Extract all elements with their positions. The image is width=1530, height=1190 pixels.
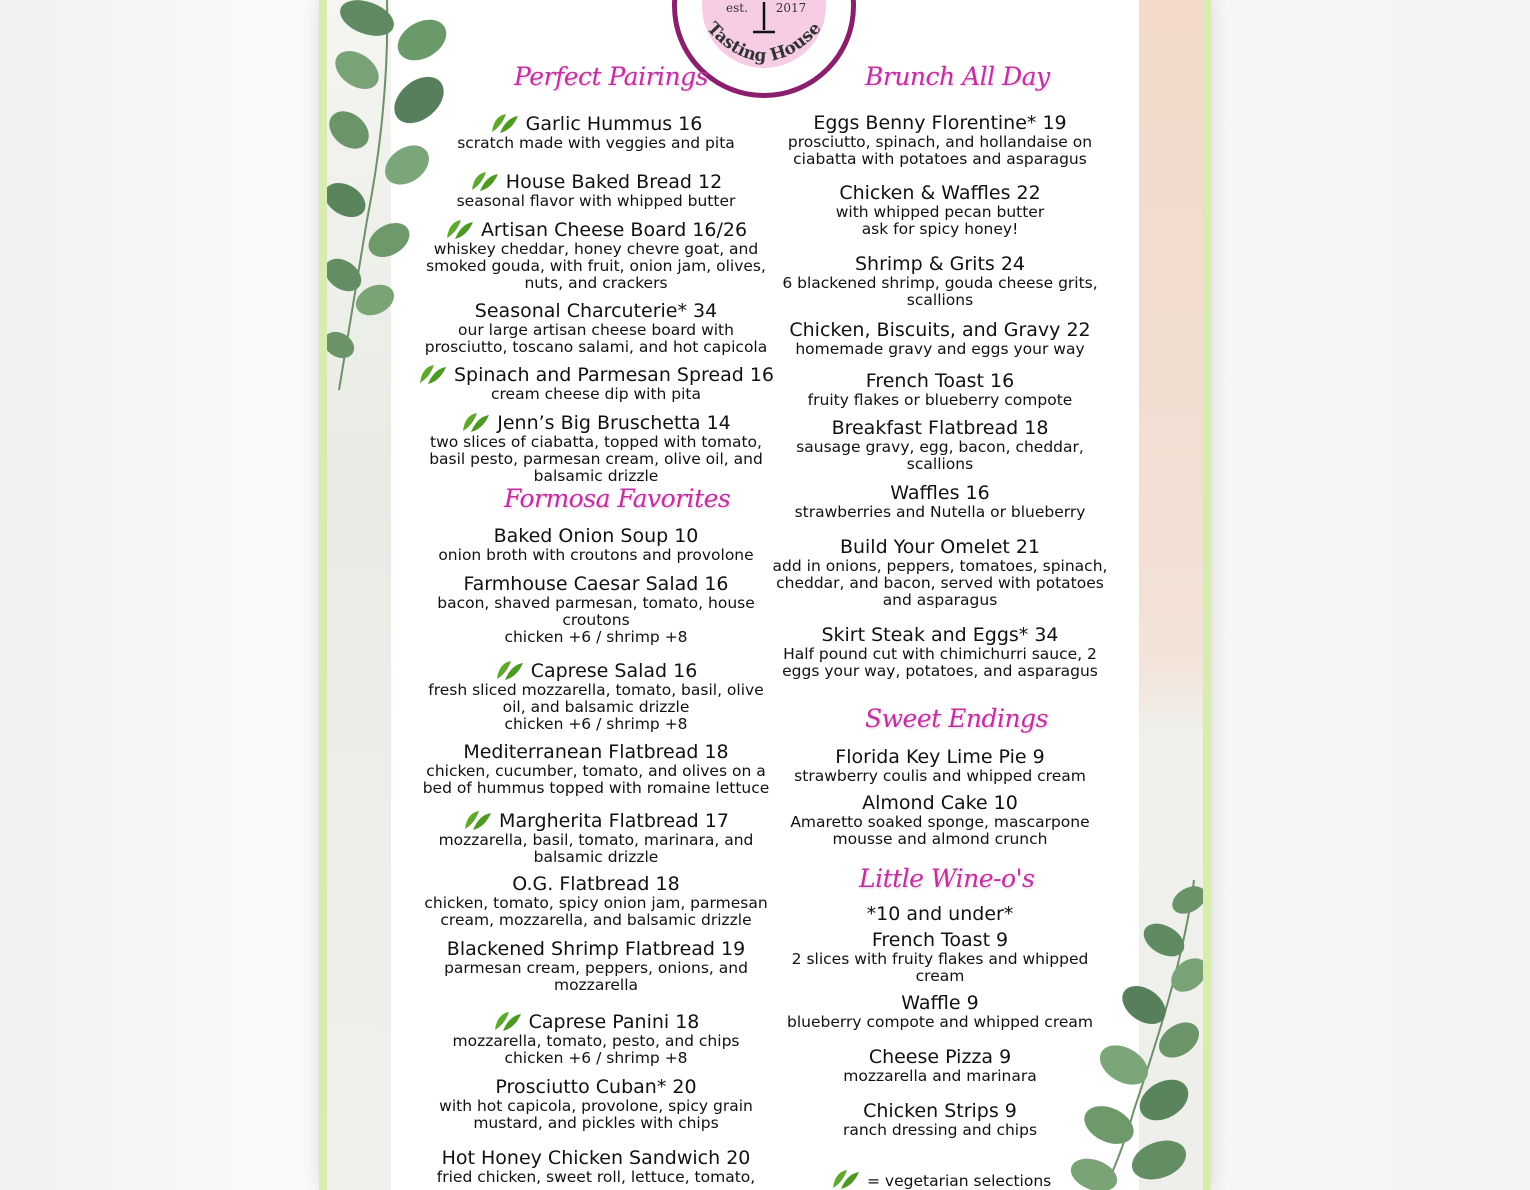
menu-item-description: blueberry compote and whipped cream <box>787 1013 1093 1031</box>
menu-item-description: bacon, shaved parmesan, tomato, house <box>437 594 755 612</box>
menu-item <box>409 112 783 152</box>
menu-item-name-text: Garlic Hummus 16 <box>525 113 703 135</box>
menu-item-name <box>409 742 783 763</box>
page-border-right <box>1203 0 1211 1190</box>
menu-item-name-text: Blackened Shrimp Flatbread 19 <box>446 938 746 960</box>
menu-item-name-text: Margherita Flatbread 17 <box>499 810 729 832</box>
menu-item <box>409 659 783 733</box>
menu-item-description: our large artisan cheese board with <box>458 321 734 339</box>
menu-item-name-text: Prosciutto Cuban* 20 <box>495 1076 697 1098</box>
menu-item-description: with whipped pecan butter <box>835 203 1045 221</box>
menu-item-description: whiskey cheddar, honey chevre goat, and <box>433 240 759 258</box>
logo-year: 2017 <box>775 1 807 15</box>
menu-item-name-text: Chicken Strips 9 <box>863 1100 1017 1122</box>
menu-item <box>409 526 783 564</box>
menu-item-name-text: Florida Key Lime Pie 9 <box>835 746 1045 768</box>
menu-item-name-text: Jenn’s Big Bruschetta 14 <box>497 412 731 434</box>
menu-item-description: mozzarella and marinara <box>843 1067 1037 1085</box>
menu-item <box>409 411 783 485</box>
menu-item-name-text: O.G. Flatbread 18 <box>512 873 680 895</box>
menu-item-name-text: Mediterranean Flatbread 18 <box>463 741 729 763</box>
section-title-little-wine-os: Little Wine-o's <box>859 864 1035 893</box>
menu-item-name-text: Eggs Benny Florentine* 19 <box>813 112 1067 134</box>
menu-item-name-text: Caprese Panini 18 <box>528 1011 700 1033</box>
menu-item <box>766 625 1114 680</box>
menu-item-name <box>409 659 783 682</box>
menu-item-name <box>766 1101 1114 1122</box>
menu-item-name-text: Waffle 9 <box>901 992 979 1014</box>
menu-item-name <box>766 625 1114 646</box>
section-title-brunch-all-day: Brunch All Day <box>865 62 1050 91</box>
menu-item-description: chicken +6 / shrimp +8 <box>504 1049 688 1067</box>
menu-item-name-text: Baked Onion Soup 10 <box>493 525 699 547</box>
menu-item <box>409 742 783 797</box>
menu-item-name <box>409 1010 783 1033</box>
menu-item-name-text: Chicken & Waffles 22 <box>839 182 1041 204</box>
menu-item-name <box>409 1148 783 1169</box>
vegetarian-leaf-icon <box>461 411 491 433</box>
menu-item-description: Amaretto soaked sponge, mascarpone <box>790 813 1090 831</box>
menu-item-description: balsamic drizzle <box>533 467 659 485</box>
menu-item-name <box>409 874 783 895</box>
menu-item <box>766 371 1114 409</box>
menu-item <box>766 1101 1114 1139</box>
menu-item <box>766 418 1114 473</box>
menu-item-name-text: Artisan Cheese Board 16/26 <box>480 219 748 241</box>
menu-item <box>409 574 783 646</box>
menu-item <box>409 170 783 210</box>
menu-item-description: homemade gravy and eggs your way <box>795 340 1085 358</box>
logo-est: est. <box>726 1 748 15</box>
logo-name: Tasting House <box>702 18 826 67</box>
menu-item-description: scratch made with veggies and pita <box>457 134 735 152</box>
menu-item-name-text: Build Your Omelet 21 <box>839 536 1041 558</box>
menu-item-description: Half pound cut with chimichurri sauce, 2 <box>783 645 1097 663</box>
vegetarian-leaf-icon <box>493 1010 523 1032</box>
menu-page <box>319 0 1211 1190</box>
menu-item-description: parmesan cream, peppers, onions, and <box>444 959 748 977</box>
menu-item-name <box>766 254 1114 275</box>
menu-item-name <box>766 320 1114 341</box>
menu-item-name <box>766 183 1114 204</box>
menu-item <box>766 747 1114 785</box>
menu-item-name-text: Skirt Steak and Eggs* 34 <box>821 624 1059 646</box>
menu-item-name <box>766 747 1114 768</box>
menu-item-description: mozzarella, basil, tomato, marinara, and <box>438 831 754 849</box>
menu-item <box>409 1077 783 1132</box>
page-border-left <box>319 0 327 1190</box>
menu-item-description: onion broth with croutons and provolone <box>438 546 754 564</box>
menu-item-description: croutons <box>562 611 630 629</box>
menu-item-name <box>409 574 783 595</box>
menu-item-description: cream, mozzarella, and balsamic drizzle <box>440 911 752 929</box>
menu-item-name <box>766 793 1114 814</box>
menu-item-description: bed of hummus topped with romaine lettuce <box>422 779 770 797</box>
menu-item-name-text: Seasonal Charcuterie* 34 <box>474 300 718 322</box>
menu-item-name <box>409 939 783 960</box>
menu-item-description: mousse and almond crunch <box>832 830 1048 848</box>
menu-item <box>409 939 783 994</box>
menu-item-description: chicken +6 / shrimp +8 <box>504 628 688 646</box>
menu-item-description: cream <box>915 967 965 985</box>
menu-item-name <box>766 418 1114 439</box>
menu-item-name <box>409 363 783 386</box>
menu-item-description: seasonal flavor with whipped butter <box>456 192 736 210</box>
menu-item-name <box>409 411 783 434</box>
menu-item <box>766 904 1114 925</box>
menu-item-description: smoked gouda, with fruit, onion jam, olives, <box>426 257 766 275</box>
legend-text: = vegetarian selections <box>867 1172 1052 1190</box>
menu-item-name <box>409 301 783 322</box>
menu-item <box>766 793 1114 848</box>
menu-item-name-text: Caprese Salad 16 <box>530 660 698 682</box>
menu-item-name <box>766 993 1114 1014</box>
menu-item <box>766 483 1114 521</box>
menu-item-name <box>766 113 1114 134</box>
menu-item-description: cream cheese dip with pita <box>490 385 701 403</box>
menu-item <box>409 363 783 403</box>
menu-item-name <box>766 371 1114 392</box>
menu-item <box>766 537 1114 609</box>
menu-item <box>766 320 1114 358</box>
menu-item-description: ranch dressing and chips <box>842 1121 1038 1139</box>
vegetarian-leaf-icon <box>495 659 525 681</box>
menu-item-name-text: Waffles 16 <box>890 482 990 504</box>
menu-item <box>766 1047 1114 1085</box>
section-title-formosa-favorites: Formosa Favorites <box>504 484 731 513</box>
menu-item-description: with hot capicola, provolone, spicy grain <box>439 1097 753 1115</box>
menu-item-name-text: Chicken, Biscuits, and Gravy 22 <box>789 319 1091 341</box>
menu-item-description: 2 slices with fruity flakes and whipped <box>791 950 1089 968</box>
menu-item-name-text: Hot Honey Chicken Sandwich 20 <box>441 1147 751 1169</box>
menu-item-name <box>409 218 783 241</box>
menu-item-name-text: *10 and under* <box>866 903 1014 925</box>
section-title-sweet-endings: Sweet Endings <box>865 704 1048 733</box>
menu-item-name-text: Spinach and Parmesan Spread 16 <box>453 364 775 386</box>
menu-item <box>766 113 1114 168</box>
menu-item-description: and asparagus <box>882 591 998 609</box>
menu-item <box>409 1148 783 1186</box>
menu-item-description: ask for spicy honey! <box>861 220 1019 238</box>
menu-item-description: chicken, tomato, spicy onion jam, parmesan <box>424 894 768 912</box>
menu-item-description: scallions <box>906 455 974 473</box>
menu-item-description: eggs your way, potatoes, and asparagus <box>782 662 1098 680</box>
menu-item-description: fruity flakes or blueberry compote <box>807 391 1073 409</box>
menu-item-name-text: Almond Cake 10 <box>862 792 1018 814</box>
vegetarian-legend <box>831 1168 1051 1190</box>
vegetarian-leaf-icon <box>445 218 475 240</box>
vegetarian-leaf-icon <box>463 809 493 831</box>
menu-item-description: prosciutto, spinach, and hollandaise on <box>787 133 1093 151</box>
menu-item-description: oil, and balsamic drizzle <box>502 698 690 716</box>
menu-item-description: cheddar, and bacon, served with potatoes <box>776 574 1104 592</box>
eucalyptus-leaves-bottom-right-icon <box>1064 880 1203 1190</box>
menu-item <box>409 301 783 356</box>
menu-item-name <box>766 1047 1114 1068</box>
menu-item-name-text: Shrimp & Grits 24 <box>854 253 1026 275</box>
menu-item-description: sausage gravy, egg, bacon, cheddar, <box>796 438 1084 456</box>
menu-item <box>766 183 1114 238</box>
menu-item-description: scallions <box>906 291 974 309</box>
menu-item <box>766 930 1114 985</box>
menu-item-description: chicken +6 / shrimp +8 <box>504 715 688 733</box>
menu-item-name-text: Farmhouse Caesar Salad 16 <box>463 573 729 595</box>
menu-item-name-text: House Baked Bread 12 <box>505 171 723 193</box>
menu-item-description: nuts, and crackers <box>524 274 668 292</box>
menu-item-name <box>766 483 1114 504</box>
menu-item-description: two slices of ciabatta, topped with tomato, <box>430 433 762 451</box>
menu-item-name-text: French Toast 16 <box>865 370 1015 392</box>
vegetarian-leaf-icon <box>490 112 520 134</box>
vegetarian-leaf-icon <box>831 1168 861 1190</box>
menu-item-description: strawberry coulis and whipped cream <box>794 767 1086 785</box>
menu-item-description: mozzarella <box>553 976 639 994</box>
menu-item-description: mustard, and pickles with chips <box>473 1114 719 1132</box>
menu-item-name <box>409 809 783 832</box>
menu-item-name <box>766 904 1114 925</box>
menu-item-name <box>409 112 783 135</box>
menu-item-description: prosciutto, toscano salami, and hot capicola <box>424 338 768 356</box>
menu-item-name <box>766 537 1114 558</box>
menu-item-name-text: Breakfast Flatbread 18 <box>831 417 1049 439</box>
menu-item-description: balsamic drizzle <box>533 848 659 866</box>
menu-item-name <box>766 930 1114 951</box>
menu-item-name <box>409 170 783 193</box>
vegetarian-leaf-icon <box>470 170 500 192</box>
vegetarian-leaf-icon <box>418 363 448 385</box>
menu-item-description: 6 blackened shrimp, gouda cheese grits, <box>782 274 1098 292</box>
menu-item <box>409 1010 783 1067</box>
menu-item-description: add in onions, peppers, tomatoes, spinach, <box>772 557 1108 575</box>
menu-item <box>766 254 1114 309</box>
menu-item-description: fresh sliced mozzarella, tomato, basil, olive <box>428 681 764 699</box>
menu-item-name <box>409 526 783 547</box>
menu-item-description: mozzarella, tomato, pesto, and chips <box>452 1032 740 1050</box>
menu-item-description: basil pesto, parmesan cream, olive oil, and <box>429 450 763 468</box>
menu-item <box>766 993 1114 1031</box>
menu-item-description: ciabatta with potatoes and asparagus <box>793 150 1087 168</box>
menu-item <box>409 809 783 866</box>
menu-item <box>409 874 783 929</box>
menu-item-name-text: Cheese Pizza 9 <box>868 1046 1012 1068</box>
menu-item-name <box>409 1077 783 1098</box>
menu-item-name-text: French Toast 9 <box>871 929 1009 951</box>
menu-item-description: strawberries and Nutella or blueberry <box>794 503 1086 521</box>
section-title-perfect-pairings: Perfect Pairings <box>514 62 708 91</box>
menu-item-description: fried chicken, sweet roll, lettuce, tomato, <box>436 1168 756 1186</box>
menu-item-description: chicken, cucumber, tomato, and olives on a <box>426 762 766 780</box>
menu-item <box>409 218 783 292</box>
